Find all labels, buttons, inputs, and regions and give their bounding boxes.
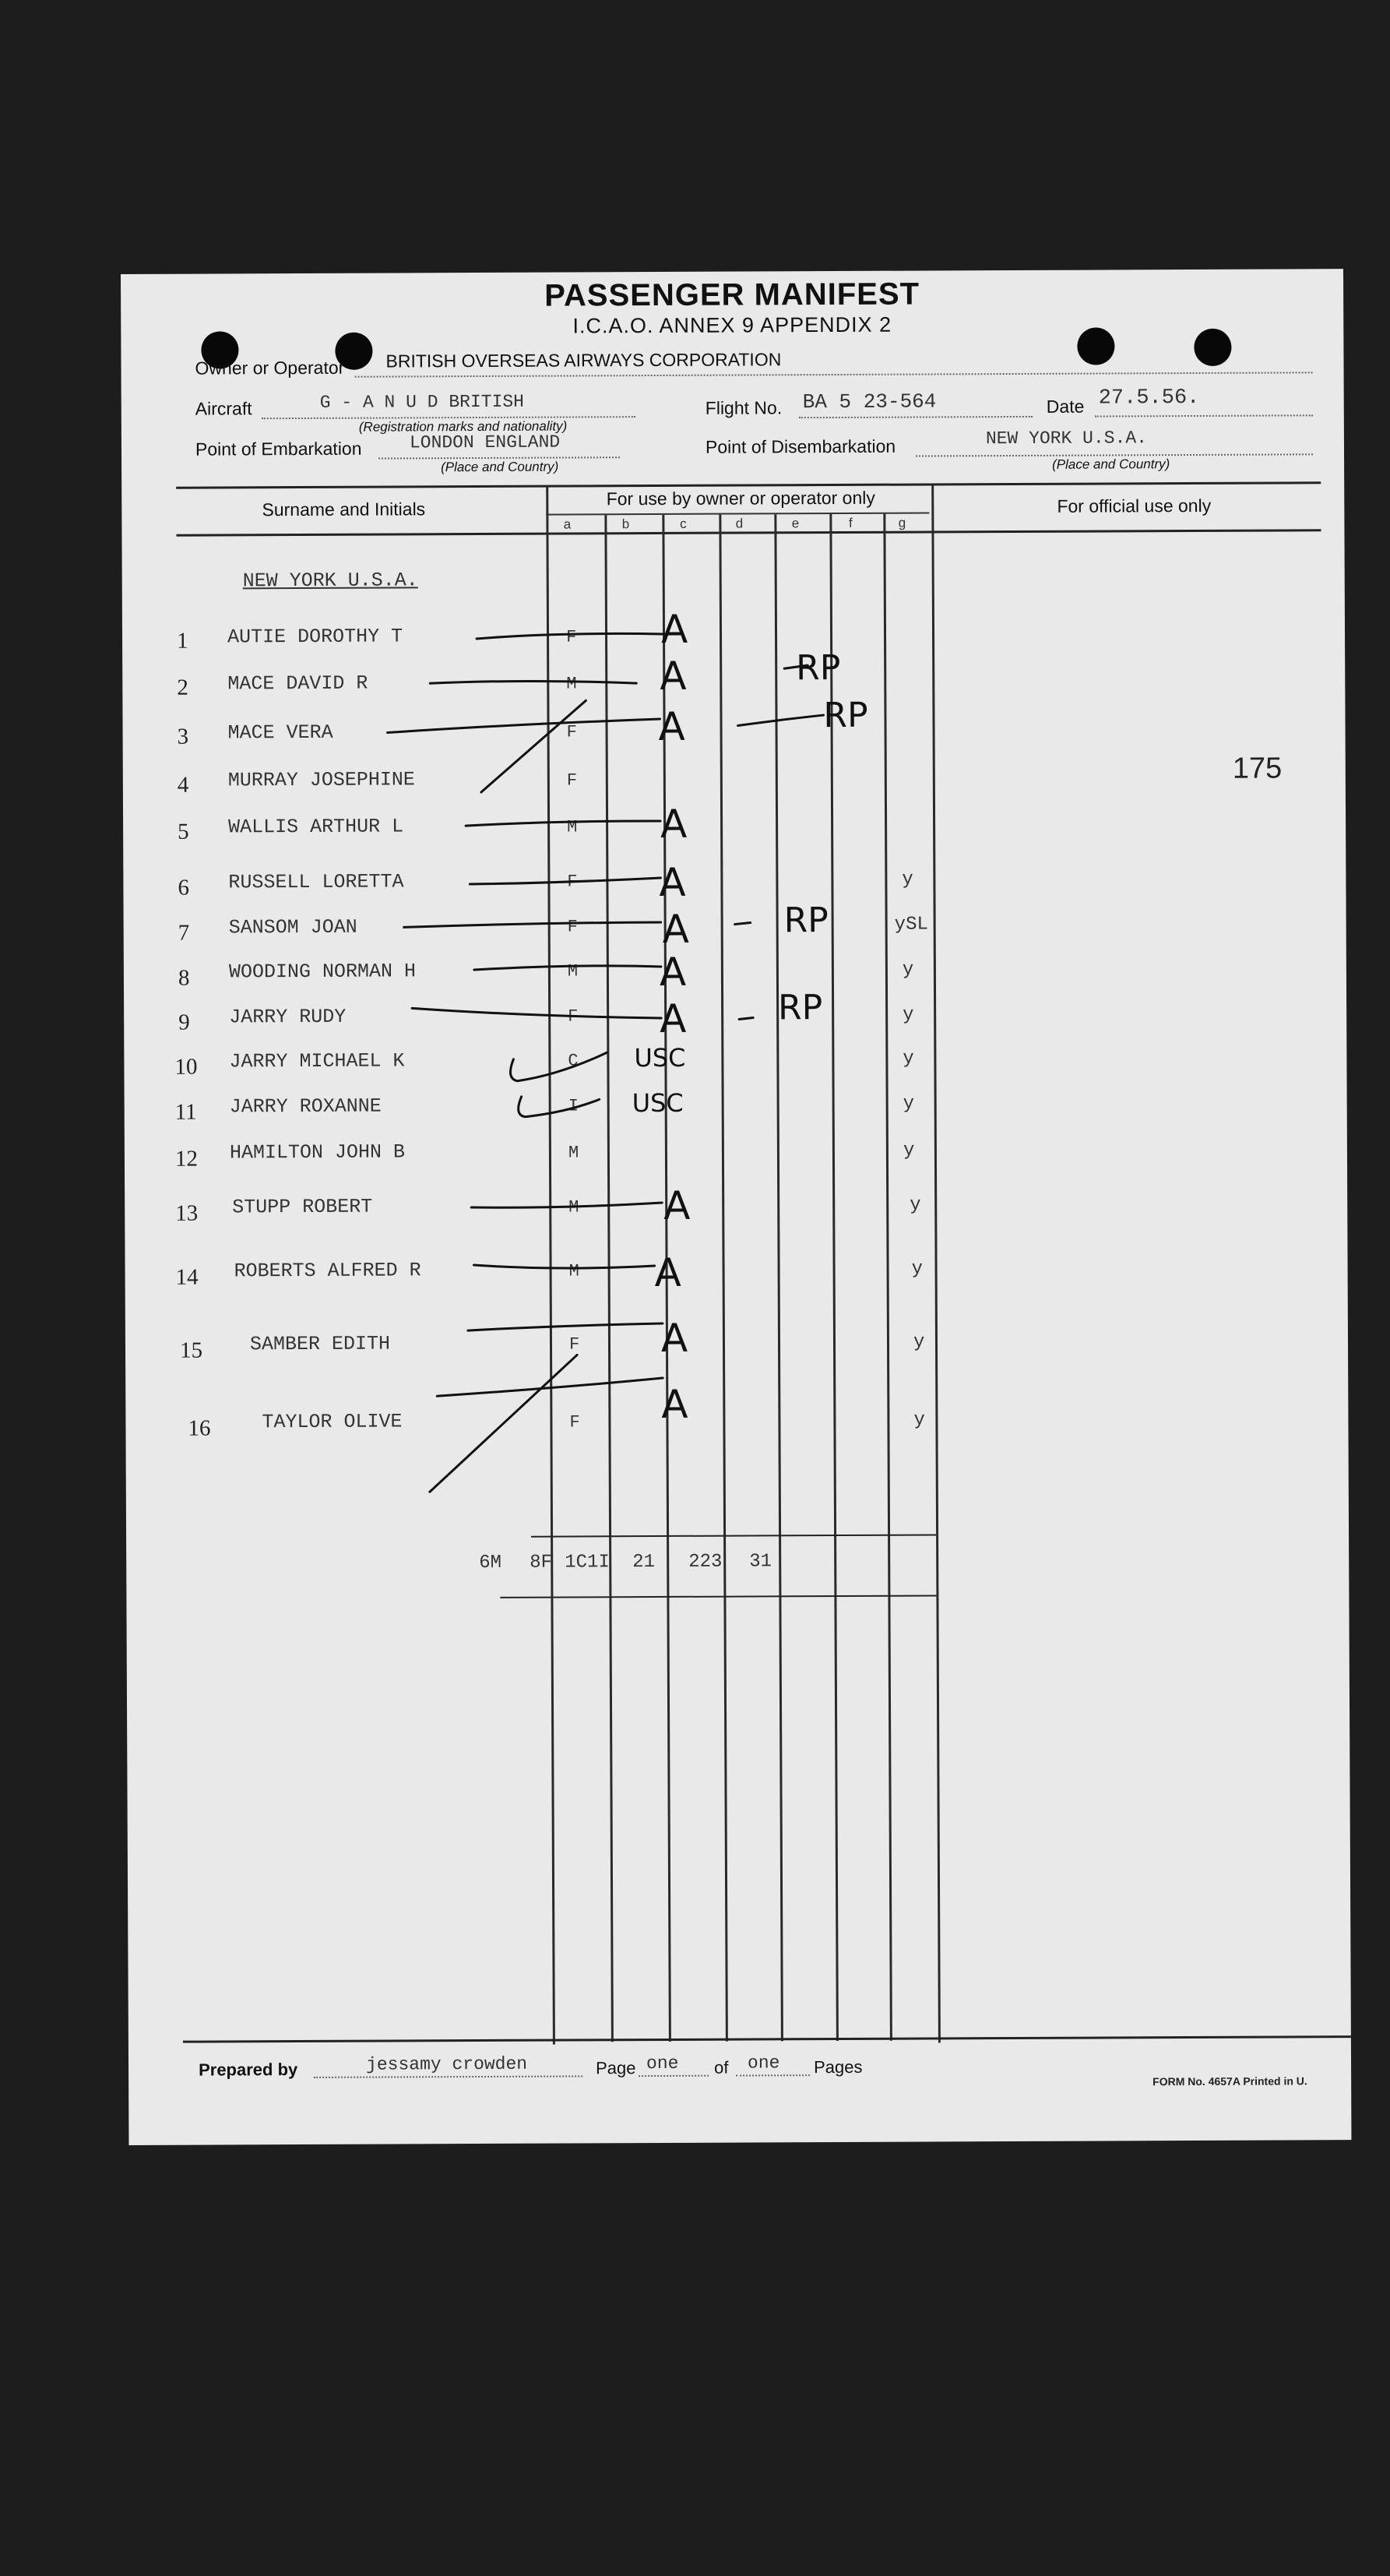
of-label: of — [713, 2057, 729, 2077]
passenger-name: WOODING NORMAN H — [228, 960, 417, 984]
row-number: 8 — [178, 965, 190, 991]
total-women: 8F — [530, 1552, 553, 1573]
handwritten-mark: A — [663, 1182, 691, 1228]
passenger-name: MACE VERA — [227, 721, 333, 745]
passenger-g: y — [902, 869, 913, 890]
subcol-e: e — [791, 516, 800, 531]
handwritten-mark: A — [660, 606, 688, 652]
subcol-b: b — [621, 516, 630, 532]
page-value: one — [646, 2053, 679, 2074]
passenger-sex: M — [568, 1261, 579, 1281]
passenger-name: MURRAY JOSEPHINE — [227, 768, 415, 792]
embarkation-note: (Place and Country) — [441, 459, 559, 475]
row-number: 15 — [179, 1337, 203, 1363]
handwritten-extra: RP — [778, 988, 823, 1028]
page-label: Page — [595, 2058, 636, 2078]
embarkation-label: Point of Embarkation — [195, 438, 362, 460]
owner-value: BRITISH OVERSEAS AIRWAYS CORPORATION — [385, 349, 782, 372]
passenger-name: TAYLOR OLIVE — [262, 1410, 403, 1434]
passenger-name: HAMILTON JOHN B — [229, 1140, 406, 1165]
passenger-sex: C — [568, 1051, 579, 1071]
row-number: 11 — [174, 1099, 197, 1125]
of-value: one — [747, 2053, 780, 2074]
passenger-sex: M — [566, 674, 577, 694]
passenger-name: JARRY ROXANNE — [229, 1094, 382, 1119]
flight-value: BA 5 23-564 — [802, 389, 937, 414]
handwritten-mark: A — [661, 1381, 688, 1427]
passenger-sex: F — [568, 1334, 580, 1355]
total-children: 1C1I — [565, 1552, 610, 1573]
handwritten-extra: USC — [634, 1042, 686, 1073]
row-number: 14 — [175, 1264, 199, 1290]
handwritten-mark: A — [659, 949, 687, 995]
date-label: Date — [1046, 396, 1085, 417]
handwritten-extra: RP — [783, 900, 829, 941]
row-number: 5 — [178, 819, 189, 844]
row-number: 3 — [177, 724, 189, 749]
passenger-name: JARRY RUDY — [229, 1005, 347, 1029]
handwritten-mark: A — [654, 1249, 681, 1296]
passenger-g: y — [903, 1004, 914, 1026]
passenger-sex: F — [567, 917, 578, 937]
aircraft-label: Aircraft — [195, 398, 252, 419]
handwritten-mark: A — [659, 859, 686, 905]
passenger-name: RUSSELL LORETTA — [228, 870, 404, 894]
passenger-g: y — [903, 1048, 914, 1070]
passenger-sex: F — [567, 872, 578, 892]
embarkation-value: LONDON ENGLAND — [409, 432, 561, 453]
handwritten-mark: A — [662, 906, 690, 952]
total-d: 31 — [749, 1551, 772, 1573]
date-value: 27.5.56. — [1098, 386, 1200, 411]
subcol-f: f — [848, 515, 853, 530]
total-b: 21 — [632, 1552, 656, 1573]
row-number: 2 — [177, 675, 188, 700]
passenger-g: y — [913, 1409, 925, 1431]
passenger-g: y — [913, 1331, 925, 1353]
passenger-g: y — [910, 1194, 921, 1216]
prepared-label: Prepared by — [199, 2060, 298, 2080]
form-title: PASSENGER MANIFEST — [544, 277, 920, 313]
aircraft-note: (Registration marks and nationality) — [358, 418, 568, 435]
passenger-sex: I — [568, 1096, 579, 1116]
row-number: 9 — [178, 1010, 190, 1035]
passenger-name: STUPP ROBERT — [232, 1195, 373, 1219]
passenger-g: y — [911, 1258, 924, 1280]
row-number: 13 — [175, 1200, 199, 1226]
passenger-g: y — [903, 1093, 915, 1115]
passenger-g: y — [903, 1140, 915, 1161]
subcol-g: g — [898, 515, 906, 530]
row-number: 4 — [177, 772, 189, 798]
subcol-d: d — [735, 516, 744, 531]
passenger-g: y — [902, 959, 914, 981]
col-official-header: For official use only — [1057, 495, 1212, 516]
prepared-value: jessamy crowden — [365, 2053, 528, 2075]
owner-label: Owner or Operator — [195, 357, 345, 379]
passenger-name: MACE DAVID R — [227, 671, 368, 696]
passenger-name: WALLIS ARTHUR L — [228, 815, 404, 839]
passenger-sex: F — [569, 1412, 580, 1432]
handwritten-mark: A — [658, 703, 685, 749]
handwritten-extra: USC — [632, 1087, 684, 1119]
row-number: 1 — [176, 628, 188, 654]
disembarkation-label: Point of Disembarkation — [705, 435, 896, 457]
passenger-sex: F — [566, 770, 578, 791]
handwritten-mark: A — [660, 801, 688, 847]
disembarkation-note: (Place and Country) — [1052, 456, 1170, 472]
passenger-name: SANSOM JOAN — [228, 915, 357, 939]
row-number: 10 — [174, 1054, 198, 1080]
disembarkation-value: NEW YORK U.S.A. — [985, 428, 1148, 449]
passenger-name: ROBERTS ALFRED R — [234, 1259, 421, 1283]
official-number: 175 — [1232, 752, 1283, 785]
total-c: 223 — [688, 1551, 723, 1573]
handwritten-mark: A — [660, 1315, 688, 1361]
passenger-sex: M — [568, 1197, 579, 1218]
passenger-sex: M — [568, 1143, 579, 1163]
flight-label: Flight No. — [705, 397, 783, 418]
subcol-a: a — [563, 516, 572, 532]
handwritten-mark: A — [660, 996, 687, 1041]
passenger-sex: F — [568, 1006, 579, 1027]
pages-label: Pages — [813, 2056, 863, 2077]
passenger-sex: F — [565, 627, 577, 647]
passenger-name: SAMBER EDITH — [249, 1332, 391, 1356]
handwritten-extra: RP — [796, 647, 841, 689]
handwritten-extra: RP — [823, 695, 868, 736]
passenger-sex: M — [567, 961, 579, 981]
passenger-sex: F — [566, 722, 577, 742]
passenger-g: ySL — [894, 914, 928, 936]
total-men: 6M — [479, 1552, 502, 1574]
col-surname-header: Surname and Initials — [262, 499, 426, 520]
passenger-sex: M — [567, 817, 578, 837]
passenger-name: AUTIE DOROTHY T — [227, 625, 403, 649]
row-number: 6 — [178, 875, 190, 900]
row-number: 7 — [178, 920, 190, 946]
passenger-name: JARRY MICHAEL K — [229, 1049, 405, 1073]
manifest-sheet — [121, 269, 1351, 2145]
pen-strokes — [121, 269, 1351, 2145]
col-owner-use-header: For use by owner or operator only — [606, 487, 875, 509]
subcol-c: c — [680, 516, 687, 531]
destination-heading: NEW YORK U.S.A. — [242, 569, 418, 593]
form-subtitle: I.C.A.O. ANNEX 9 APPENDIX 2 — [572, 312, 892, 338]
row-number: 12 — [174, 1146, 199, 1172]
row-number: 16 — [188, 1415, 211, 1441]
aircraft-value: G - A N U D BRITISH — [319, 391, 525, 413]
handwritten-mark: A — [660, 653, 687, 699]
form-number: FORM No. 4657A Printed in U. — [1152, 2074, 1307, 2088]
